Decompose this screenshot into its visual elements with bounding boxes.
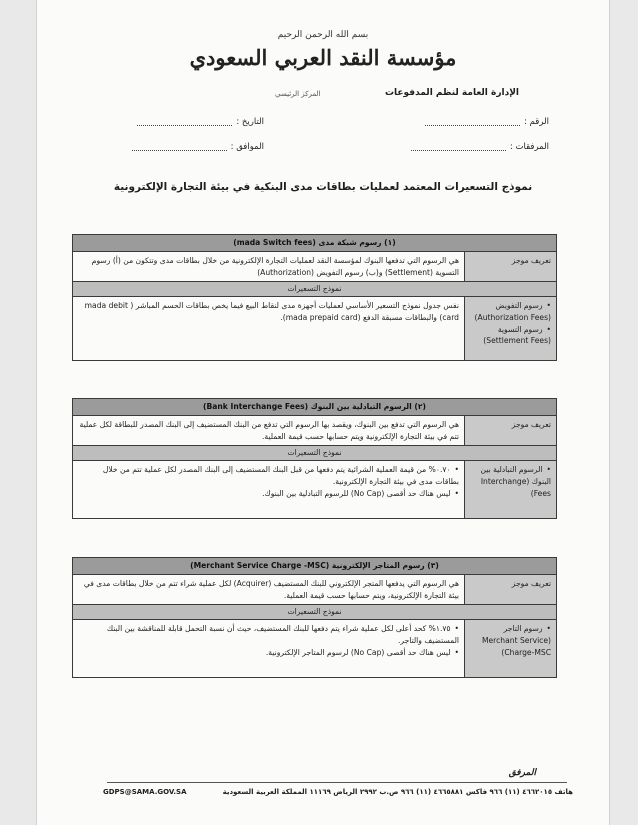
fee-label: • رسوم التفويض (Authorization Fees) — [470, 300, 551, 324]
pricing-list-cell — [73, 461, 465, 519]
department-name: الإدارة العامة لنظم المدفوعات — [384, 88, 519, 98]
definition-text: هي الرسوم التي تدفع بين البنوك، ويقصد بها الرسوم التي تدفع من البنك المستضيف إلى البنك المصدر للبطاقة لكل عملية تتم في بيئة التجارة الإلكترونية ويتم حسابها حسب قيمة العملية. — [73, 415, 465, 446]
attachments-label: المرفقات : — [509, 142, 549, 152]
number-label: الرقم : — [524, 117, 549, 127]
section-merchant-service-charge — [72, 557, 557, 678]
footer — [103, 788, 573, 796]
definition-label: تعريف موجز — [465, 251, 557, 282]
definition-label: تعريف موجز — [465, 415, 557, 446]
section-header: (١) رسوم شبكة مدى (mada Switch fees) — [73, 235, 557, 252]
footer-address: هاتف ٤٦٦٢٠١٥ (١١) ٩٦٦ فاكس ٤٦٦٥٨٨١ (١١) ٩٦٦ ص.ب ٢٩٩٢ الرياض ١١١٦٩ المملكة العربية السعودية — [222, 788, 573, 796]
corresponding-label: الموافق : — [230, 142, 264, 152]
footer-divider — [107, 782, 567, 783]
corresponding-line — [132, 144, 227, 151]
pricing-item: • ليس هناك حد أقصى (No Cap) للرسوم التبادلية بين البنوك. — [78, 488, 459, 500]
date-line — [137, 119, 232, 126]
pricing-header: نموذج التسعيرات — [73, 605, 557, 620]
pricing-item: • ١.٧٥% كحد أعلى لكل عملية شراء يتم دفعها للبنك المستضيف، حيث أن نسبة التحمل قابلة للمناقشة بين البنك المستضيف والتاجر. — [78, 623, 459, 647]
organization-subtitle: المركز الرئيسي — [275, 90, 321, 98]
pricing-item: • ٠.٧٠% من قيمة العملية الشرائية يتم دفعها من قبل البنك المستضيف إلى البنك المصدر لكل عملية تتم من خلال بطاقات مدى في بيئة التجارة الإلكترونية. — [78, 464, 459, 488]
footer-email: GDPS@SAMA.GOV.SA — [103, 788, 187, 796]
pricing-header: نموذج التسعيرات — [73, 282, 557, 297]
fee-label: • الرسوم التبادلية بين البنوك (Interchange Fees) — [470, 464, 551, 499]
pricing-list-cell — [73, 620, 465, 678]
document-title: نموذج التسعيرات المعتمد لعمليات بطاقات مدى البنكية في بيئة التجارة الإلكترونية — [113, 181, 533, 193]
fee-label-cell — [465, 461, 557, 519]
section-header: (٣) رسوم المتاجر الإلكترونية (Merchant Service Charge -MSC) — [73, 558, 557, 575]
definition-label: تعريف موجز — [465, 574, 557, 605]
pricing-text: نفس جدول نموذج التسعير الأساسي لعمليات أجهزة مدى لنقاط البيع فيما يخص بطاقات الحسم المباشر ( mada debit card) والبطاقات مسبقة الدفع (mada prepaid card). — [73, 297, 465, 361]
section-mada-switch-fees — [72, 234, 557, 361]
signature-mark: المرفق — [508, 768, 536, 778]
definition-text: هي الرسوم التي يدفعها المتجر الإلكتروني للبنك المستضيف (Acquirer) لكل عملية شراء تتم من خلال بطاقات مدى في بيئة التجارة الإلكترونية، ويتم حسابها حسب قيمة العملية. — [73, 574, 465, 605]
fee-label-cell — [465, 297, 557, 361]
pricing-item: • ليس هناك حد أقصى (No Cap) لرسوم المتاجر الإلكترونية. — [78, 647, 459, 659]
section-bank-interchange-fees — [72, 398, 557, 519]
date-label: التاريخ : — [236, 117, 264, 127]
definition-text: هي الرسوم التي تدفعها البنوك لمؤسسة النقد لعمليات التجارة الإلكترونية من خلال بطاقات مدى وتتكون من (أ) رسوم التسوية (Settlement) و(ب) رسوم التفويض (Authorization) — [73, 251, 465, 282]
date-field — [137, 117, 264, 127]
fee-label: • رسوم التاجر (Merchant Service Charge-MSC) — [470, 623, 551, 658]
pricing-header: نموذج التسعيرات — [73, 446, 557, 461]
corresponding-date-field — [132, 142, 264, 152]
basmala: بسم الله الرحمن الرحيم — [277, 30, 369, 40]
section-header: (٢) الرسوم التبادلية بين البنوك (Bank Interchange Fees) — [73, 399, 557, 416]
number-field — [425, 117, 549, 127]
fee-label-cell — [465, 620, 557, 678]
organization-logo-text: مؤسسة النقد العربي السعودي — [189, 45, 457, 70]
attachments-field — [411, 142, 549, 152]
number-line — [425, 119, 520, 126]
fee-label: • رسوم التسوية (Settlement Fees) — [470, 324, 551, 348]
document-page — [36, 0, 610, 825]
attachments-line — [411, 144, 506, 151]
